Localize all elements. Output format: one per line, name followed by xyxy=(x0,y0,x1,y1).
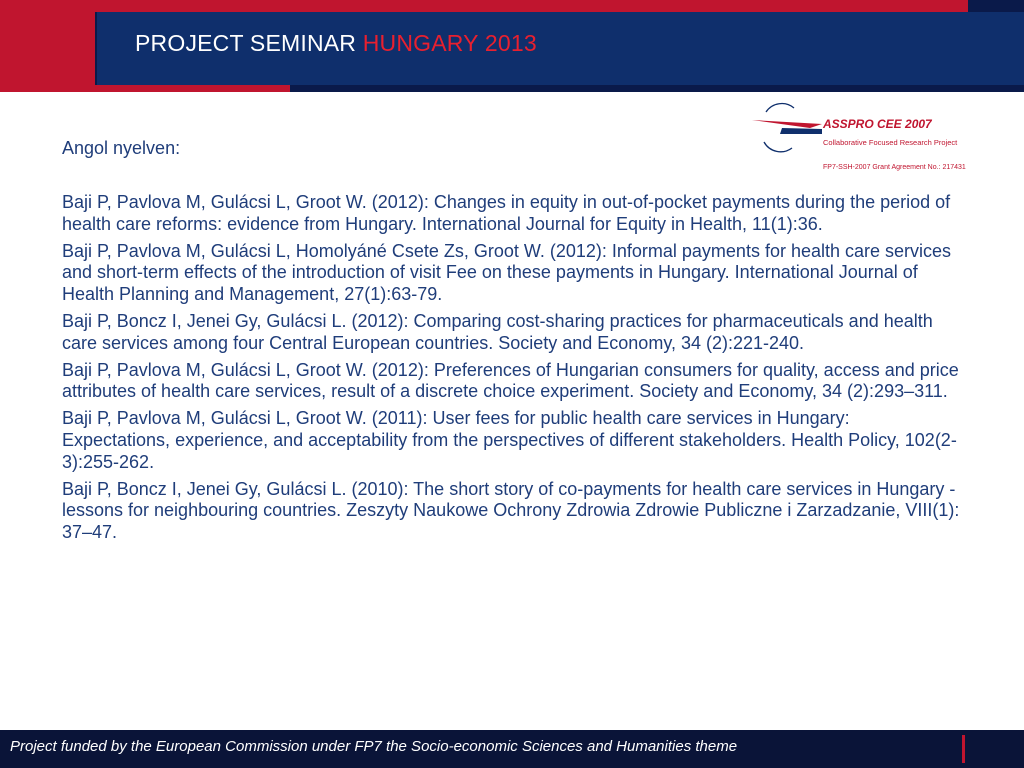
asspro-logo-icon xyxy=(750,102,822,154)
reference-list xyxy=(62,192,962,549)
logo-grant-number: FP7-SSH-2007 Grant Agreement No.: 217431 xyxy=(823,164,966,171)
reference-item: Baji P, Pavlova M, Gulácsi L, Homolyáné Csete Zs, Groot W. (2012): Informal payments for health care services and short-term effects of the introduction of visit Fee on these payments in Hungary. International Journal of Health Planning and Management, 27(1):63-79. xyxy=(62,240,952,305)
reference-item: Baji P, Pavlova M, Gulácsi L, Groot W. (2012): Preferences of Hungarian consumers for quality, access and price attributes of health care services, result of a discrete choice experiment. Society and Economy, 34 (2):293–311. xyxy=(62,359,959,402)
header-red-top-band xyxy=(0,0,968,12)
reference-item: Baji P, Pavlova M, Gulácsi L, Groot W. (2011): User fees for public health care services in Hungary: Expectations, experience, and acceptability from the perspectives of different stakeholders. Health Policy, 102(2-3):255-262. xyxy=(62,408,957,472)
slide-title xyxy=(135,27,537,59)
header-red-left-block xyxy=(0,0,95,92)
footer-text: Project funded by the European Commission under FP7 the Socio-economic Sciences and Humanities theme xyxy=(10,738,738,755)
slide-footer xyxy=(0,730,1024,768)
intro-heading: Angol nyelven: xyxy=(62,138,181,158)
reference-item: Baji P, Boncz I, Jenei Gy, Gulácsi L. (2012): Comparing cost-sharing practices for pharmaceuticals and health care services among four Central European countries. Society and Economy, 34 (2):221-240. xyxy=(62,310,933,353)
logo-subtitle: Collaborative Focused Research Project xyxy=(823,138,958,147)
header-bottom-red-stripe xyxy=(0,85,290,92)
reference-item: Baji P, Boncz I, Jenei Gy, Gulácsi L. (2010): The short story of co-payments for health care services in Hungary - lessons for neighbouring countries. Zeszyty Naukowe Ochrony Zdrowia Zdrowie Publiczne i Zarzadzanie, VIII(1): 37–47. xyxy=(62,478,960,543)
footer-red-mark xyxy=(962,735,965,763)
slide-header xyxy=(0,0,1024,92)
slide-title-main: PROJECT SEMINAR xyxy=(135,30,363,56)
slide-title-accent: HUNGARY 2013 xyxy=(362,30,537,56)
reference-item: Baji P, Pavlova M, Gulácsi L, Groot W. (2012): Changes in equity in out-of-pocket payments during the period of health care reforms: evidence from Hungary. International Journal for Equity in Health, 11(1):36. xyxy=(62,192,951,234)
header-bottom-navy-stripe xyxy=(290,85,1024,92)
logo-name: ASSPRO CEE 2007 xyxy=(823,117,932,131)
asspro-logo xyxy=(750,102,1000,174)
